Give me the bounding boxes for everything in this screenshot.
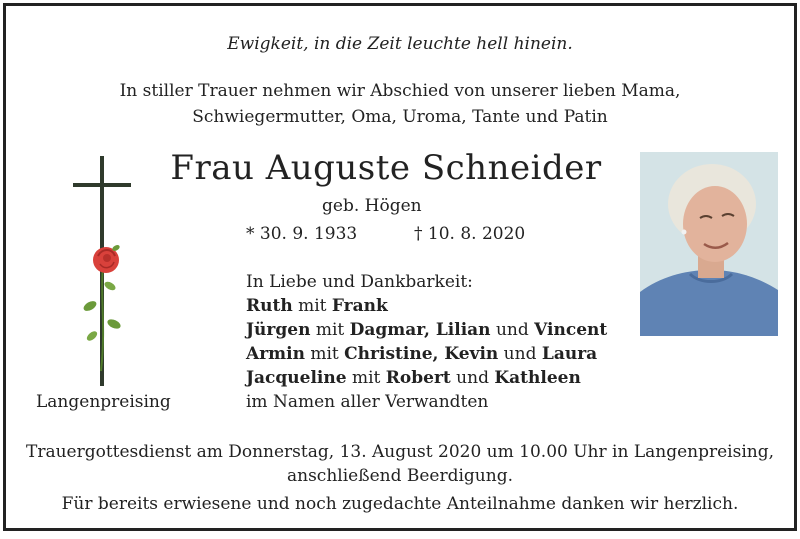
family-row xyxy=(246,342,607,366)
family-member: Robert xyxy=(385,368,451,388)
intro-line-1: In stiller Trauer nehmen wir Abschied von unserer lieben Mama, xyxy=(119,81,681,101)
thanks-text: Für bereits erwiesene und noch zugedachte Anteilnahme danken wir herzlich. xyxy=(61,494,739,514)
intro-text xyxy=(6,78,794,130)
family-row xyxy=(246,294,607,318)
family-member: Frank xyxy=(331,296,388,316)
intro-line-2: Schwiegermutter, Oma, Uroma, Tante und Patin xyxy=(192,107,608,127)
family-connector: mit xyxy=(292,296,332,316)
family-row xyxy=(246,366,607,390)
family-member: Kathleen xyxy=(494,368,581,388)
family-connector: und xyxy=(498,344,542,364)
family-connector: mit xyxy=(346,368,386,388)
family-member: Vincent xyxy=(534,320,608,340)
family-connector: und xyxy=(450,368,495,388)
family-member: Jacqueline xyxy=(246,368,347,388)
portrait-photo xyxy=(640,152,778,336)
cross-with-rose-icon xyxy=(70,156,134,386)
birth-name: geb. Högen xyxy=(322,196,422,216)
family-list xyxy=(246,270,607,414)
family-member: Christine, Kevin xyxy=(344,344,499,364)
family-heading: In Liebe und Dankbarkeit: xyxy=(246,272,473,292)
place-name: Langenpreising xyxy=(36,392,171,412)
family-connector: und xyxy=(490,320,535,340)
obituary-card xyxy=(3,3,797,531)
service-info xyxy=(6,440,794,488)
birth-date: * 30. 9. 1933 xyxy=(246,224,358,244)
family-connector: mit xyxy=(304,344,345,364)
motto: Ewigkeit, in die Zeit leuchte hell hinein. xyxy=(227,34,573,54)
death-date: † 10. 8. 2020 xyxy=(414,224,526,244)
family-row xyxy=(246,318,607,342)
family-connector: mit xyxy=(310,320,350,340)
family-member: Laura xyxy=(541,344,598,364)
family-member: Dagmar, Lilian xyxy=(349,320,491,340)
deceased-name: Frau Auguste Schneider xyxy=(170,148,602,188)
service-line-1: Trauergottesdienst am Donnerstag, 13. August 2020 um 10.00 Uhr in Langenpreising, xyxy=(25,442,774,462)
family-member: Jürgen xyxy=(246,320,311,340)
family-member: Armin xyxy=(246,344,305,364)
service-line-2: anschließend Beerdigung. xyxy=(287,466,513,486)
family-closing: im Namen aller Verwandten xyxy=(246,392,489,412)
family-member: Ruth xyxy=(246,296,293,316)
